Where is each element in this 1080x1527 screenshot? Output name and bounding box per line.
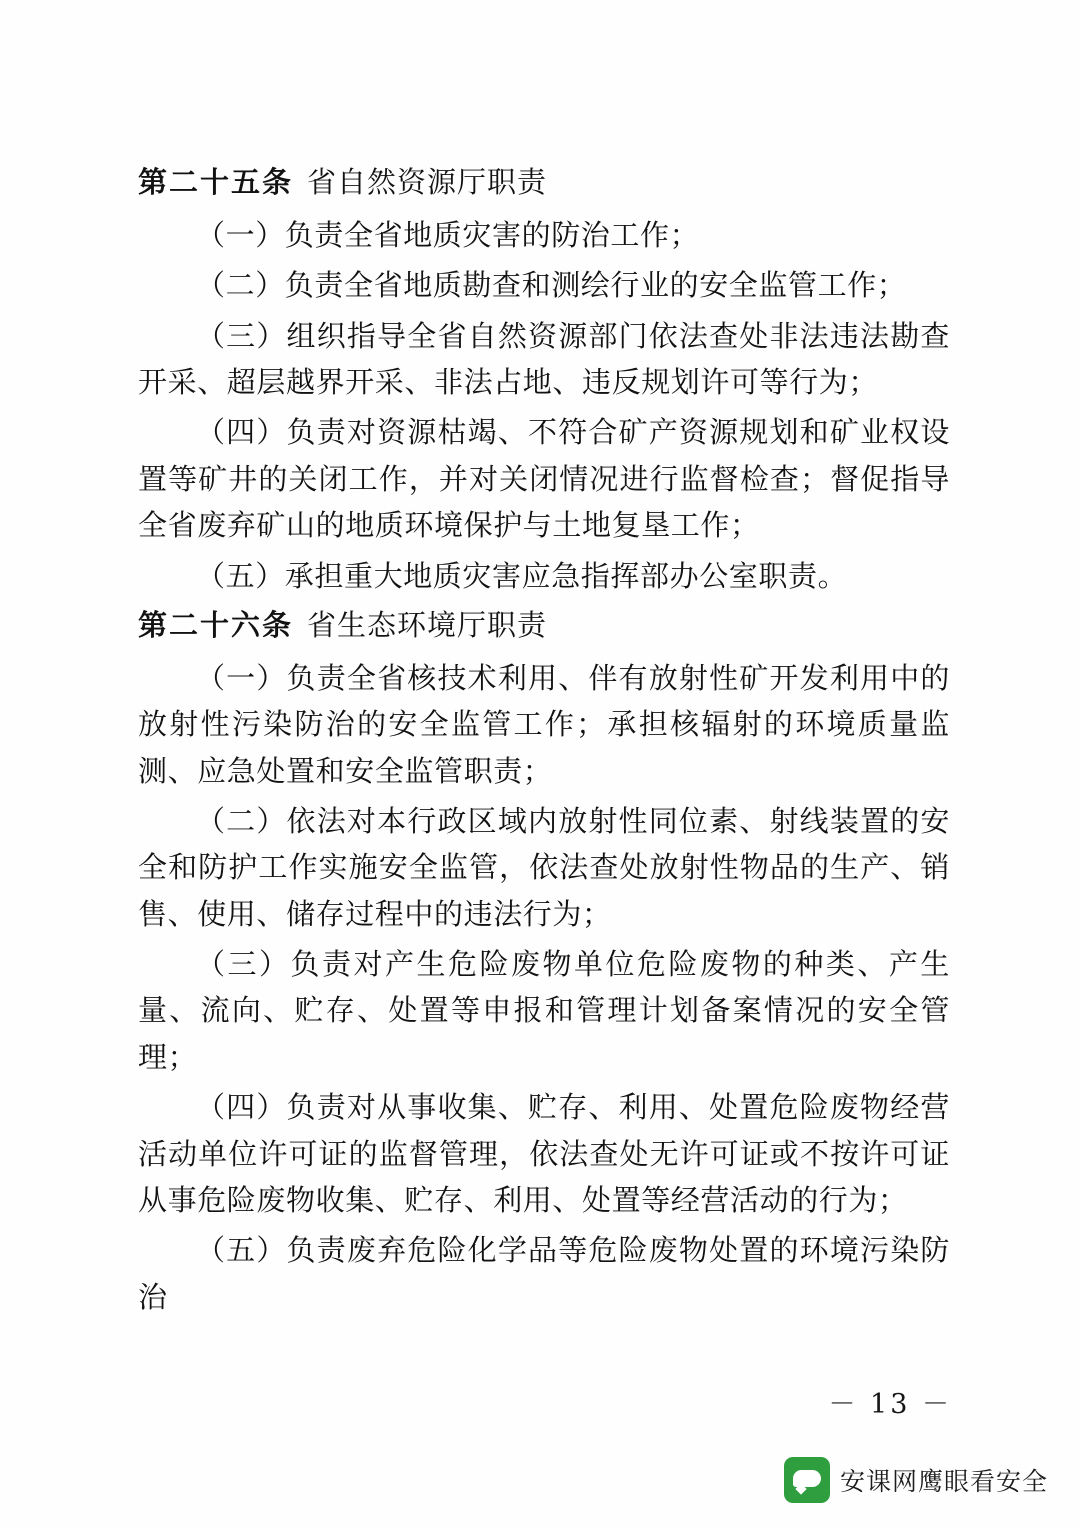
page-body <box>138 160 950 1324</box>
paragraph: （四）负责对从事收集、贮存、利用、处置危险废物经营活动单位许可证的监督管理，依法查处无许可证或不按许可证从事危险废物收集、贮存、利用、处置等经营活动的行为； <box>138 1090 950 1218</box>
article-heading <box>138 160 950 206</box>
page-number: － 13 － <box>828 1389 952 1420</box>
paragraph: （二）负责全省地质勘查和测绘行业的安全监管工作； <box>196 268 907 303</box>
article-number: 第二十六条 <box>138 607 294 642</box>
paragraph: （三）负责对产生危险废物单位危险废物的种类、产生量、流向、贮存、处置等申报和管理计划备案情况的安全管理； <box>138 947 950 1074</box>
paragraph: （五）负责废弃危险化学品等危险废物处置的环境污染防治 <box>138 1233 950 1314</box>
article-title: 省自然资源厅职责 <box>307 165 548 199</box>
paragraph: （三）组织指导全省自然资源部门依法查处非法违法勘查开采、超层越界开采、非法占地、违反规划许可等行为； <box>138 318 950 399</box>
paragraph: （一）负责全省核技术利用、伴有放射性矿开发利用中的放射性污染防治的安全监管工作；承担核辐射的环境质量监测、应急处置和安全监管职责； <box>138 660 950 788</box>
paragraph: （一）负责全省地质灾害的防治工作； <box>196 217 700 252</box>
article-heading <box>138 603 950 649</box>
article-number: 第二十五条 <box>138 165 294 199</box>
watermark <box>774 1451 1058 1509</box>
article-title: 省生态环境厅职责 <box>307 607 548 642</box>
paragraph: （四）负责对资源枯竭、不符合矿产资源规划和矿业权设置等矿井的关闭工作，并对关闭情况进行监督检查；督促指导全省废弃矿山的地质环境保护与土地复垦工作； <box>138 415 950 543</box>
paragraph: （五）承担重大地质灾害应急指挥部办公室职责。 <box>196 558 848 593</box>
watermark-label: 安课网鹰眼看安全 <box>839 1467 1048 1496</box>
paragraph: （二）依法对本行政区域内放射性同位素、射线装置的安全和防护工作实施安全监管，依法查处放射性物品的生产、销售、使用、储存过程中的违法行为； <box>138 803 950 931</box>
wechat-icon <box>784 1457 830 1503</box>
